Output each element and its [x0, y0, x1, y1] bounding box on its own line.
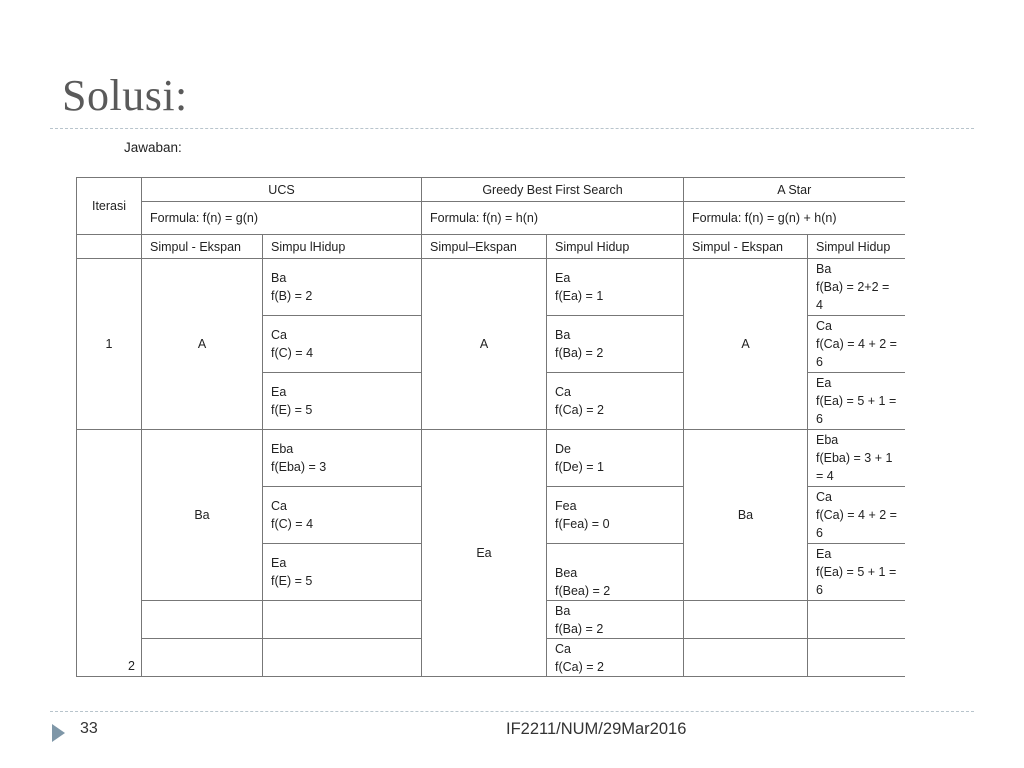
ucs-alive-header: Simpu lHidup — [263, 235, 422, 259]
astar-alive-cell: Ca f(Ca) = 4 + 2 = 6 — [808, 316, 905, 373]
search-comparison-table — [76, 177, 905, 677]
ucs-alive-cell: Ba f(B) = 2 — [263, 259, 422, 316]
astar-alive-cell: Ea f(Ea) = 5 + 1 = 6 — [808, 373, 905, 430]
answer-label: Jawaban: — [124, 140, 182, 155]
astar-expand-empty-cell — [684, 639, 808, 677]
slide-title: Solusi: — [62, 71, 188, 120]
greedy-expand-header: Simpul–Ekspan — [422, 235, 547, 259]
ucs-alive-cell: Eba f(Eba) = 3 — [263, 430, 422, 487]
ucs-alive-cell: Ca f(C) = 4 — [263, 316, 422, 373]
greedy-alive-cell: Ba f(Ba) = 2 — [547, 316, 684, 373]
greedy-alive-cell: De f(De) = 1 — [547, 430, 684, 487]
astar-formula: Formula: f(n) = g(n) + h(n) — [684, 202, 905, 235]
greedy-expanded-node: Ea — [422, 430, 547, 677]
title-divider — [50, 128, 974, 129]
ucs-header: UCS — [142, 178, 422, 202]
greedy-alive-cell: Fea f(Fea) = 0 — [547, 487, 684, 544]
astar-alive-empty-cell — [808, 639, 905, 677]
iteration-number: 2 — [77, 430, 142, 677]
ucs-expanded-node: Ba — [142, 430, 263, 601]
footer-text: IF2211/NUM/29Mar2016 — [506, 720, 687, 738]
footer-divider — [50, 711, 974, 712]
ucs-formula: Formula: f(n) = g(n) — [142, 202, 422, 235]
greedy-alive-cell: Ba f(Ba) = 2 — [547, 601, 684, 639]
greedy-formula: Formula: f(n) = h(n) — [422, 202, 684, 235]
greedy-alive-header: Simpul Hidup — [547, 235, 684, 259]
astar-expanded-node: Ba — [684, 430, 808, 601]
ucs-alive-cell: Ea f(E) = 5 — [263, 373, 422, 430]
ucs-alive-cell: Ca f(C) = 4 — [263, 487, 422, 544]
slide-bullet-arrow-icon — [52, 724, 65, 742]
astar-expanded-node: A — [684, 259, 808, 430]
ucs-alive-empty-cell — [263, 639, 422, 677]
page-number: 33 — [80, 720, 98, 737]
ucs-alive-cell: Ea f(E) = 5 — [263, 544, 422, 601]
astar-alive-cell: Ba f(Ba) = 2+2 = 4 — [808, 259, 905, 316]
greedy-alive-cell: Ea f(Ea) = 1 — [547, 259, 684, 316]
ucs-expand-header: Simpul - Ekspan — [142, 235, 263, 259]
astar-alive-header: Simpul Hidup — [808, 235, 905, 259]
iteration-header: Iterasi — [77, 178, 142, 235]
greedy-alive-cell: Bea f(Bea) = 2 — [547, 544, 684, 601]
astar-alive-empty-cell — [808, 601, 905, 639]
astar-alive-cell: Ca f(Ca) = 4 + 2 = 6 — [808, 487, 905, 544]
astar-header: A Star — [684, 178, 905, 202]
greedy-header: Greedy Best First Search — [422, 178, 684, 202]
astar-expand-header: Simpul - Ekspan — [684, 235, 808, 259]
ucs-expand-empty-cell — [142, 601, 263, 639]
greedy-expanded-node: A — [422, 259, 547, 430]
ucs-expanded-node: A — [142, 259, 263, 430]
astar-alive-cell: Eba f(Eba) = 3 + 1 = 4 — [808, 430, 905, 487]
iteration-subheader-empty — [77, 235, 142, 259]
greedy-alive-cell: Ca f(Ca) = 2 — [547, 373, 684, 430]
astar-alive-cell: Ea f(Ea) = 5 + 1 = 6 — [808, 544, 905, 601]
greedy-alive-cell: Ca f(Ca) = 2 — [547, 639, 684, 677]
ucs-alive-empty-cell — [263, 601, 422, 639]
ucs-expand-empty-cell — [142, 639, 263, 677]
astar-expand-empty-cell — [684, 601, 808, 639]
iteration-number: 1 — [77, 259, 142, 430]
